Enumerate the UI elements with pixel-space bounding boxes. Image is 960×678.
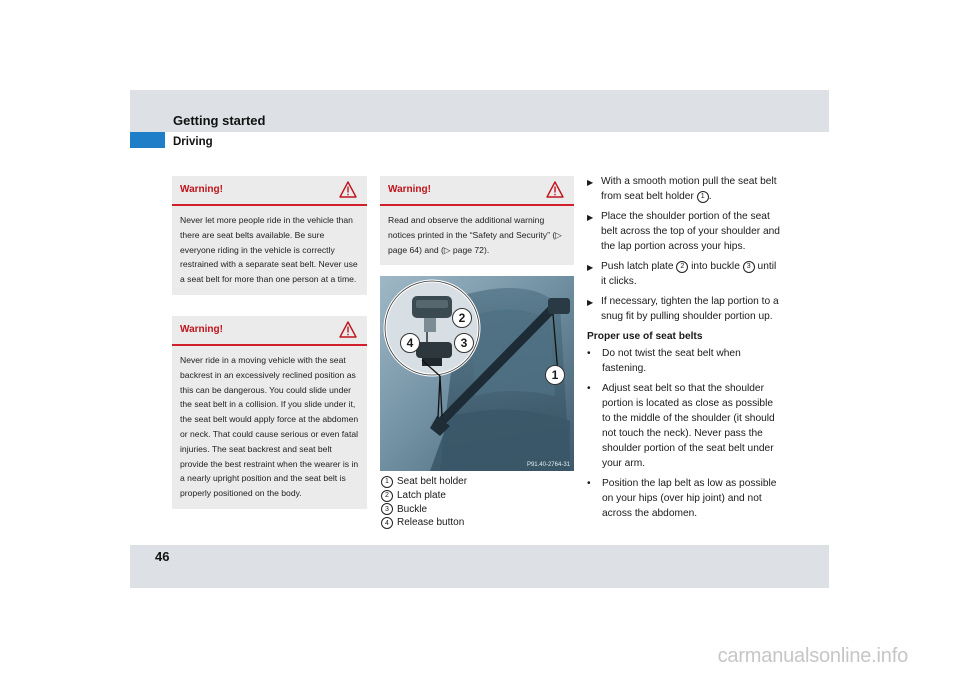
- step-text: If necessary, tighten the lap portion to a snug fit by pulling shoulder portion up.: [601, 296, 779, 322]
- inline-number: 1: [697, 191, 709, 203]
- warning-box-2: [172, 316, 367, 509]
- warning-triangle-icon: [339, 321, 357, 338]
- inline-number: 2: [676, 261, 688, 273]
- bullet-text: Position the lap belt as low as possible on your hips (over hip joint) and not across the abdomen.: [602, 478, 777, 519]
- warning-text: Never ride in a moving vehicle with the seat backrest in an excessively reclined position as this can be dangerous. You could slide under the seat belt in a collision. If you slide under it, the seat belt would apply force at the abdomen or neck. That could cause serious or even fatal injuries. The seat backrest and seat belt provide the best restraint when the wearer is in a nearly upright position and the seat belt is properly positioned on the body.: [180, 355, 359, 499]
- step-arrow-icon: ▶: [587, 213, 594, 222]
- bullet-dot: •: [587, 478, 591, 489]
- instruction-step: [587, 209, 784, 254]
- warning-header: [380, 176, 574, 206]
- step-arrow-icon: ▶: [587, 263, 594, 272]
- legend-number: 4: [381, 517, 393, 529]
- legend-number: 1: [381, 476, 393, 488]
- warning-text: Never let more people ride in the vehicle than there are seat belts available. Be sure everyone riding in the vehicle is correctly restrained with a separate seat belt. Never use a seat belt for more than one person at a time.: [180, 215, 358, 285]
- step-text: With a smooth motion pull the seat belt from seat belt holder: [601, 176, 777, 202]
- page-number: 46: [155, 549, 170, 564]
- callout-1: 1: [545, 365, 565, 385]
- legend-number: 2: [381, 490, 393, 502]
- instruction-step: [587, 259, 784, 289]
- bullet-item: [587, 476, 784, 521]
- step-text-end: until it clicks.: [601, 261, 777, 287]
- legend-label: Seat belt holder: [397, 476, 468, 487]
- instructions-column: [587, 174, 784, 526]
- warning-triangle-icon: [339, 181, 357, 198]
- step-arrow-icon: ▶: [587, 178, 594, 187]
- step-arrow-icon: ▶: [587, 298, 594, 307]
- warning-text: Read and observe the additional warning notices printed in the “Safety and Security” (▷ page 64) and (▷ page 72).: [388, 215, 562, 255]
- photo-legend: [381, 475, 467, 530]
- bullet-item: [587, 346, 784, 376]
- seat-belt-photo: [380, 276, 574, 471]
- legend-item: [381, 516, 467, 530]
- warning-title: Warning!: [388, 184, 431, 195]
- callout-3: 3: [454, 333, 474, 353]
- step-text: Push latch plate: [601, 261, 677, 272]
- section-tab-marker: [130, 132, 165, 148]
- legend-item: [381, 489, 467, 503]
- footer-bar: [130, 545, 829, 588]
- warning-title: Warning!: [180, 324, 223, 335]
- legend-label: Latch plate: [397, 489, 446, 501]
- legend-label: Buckle: [397, 503, 428, 515]
- step-text-end: .: [708, 191, 712, 202]
- bullet-dot: •: [587, 383, 591, 394]
- warning-triangle-icon: [546, 181, 564, 198]
- photo-code: P91.40-2764-31: [526, 462, 570, 468]
- bullet-item: [587, 381, 784, 471]
- bullet-dot: •: [587, 348, 591, 359]
- section-title: Driving: [173, 136, 213, 148]
- warning-box-3: [380, 176, 574, 265]
- inline-number: 3: [743, 261, 755, 273]
- warning-title: Warning!: [180, 184, 223, 195]
- bullet-text: Do not twist the seat belt when fastening.: [602, 348, 741, 374]
- legend-label: Release button: [397, 517, 465, 529]
- warning-header: [172, 176, 367, 206]
- step-text-mid: into buckle: [688, 261, 743, 272]
- bullet-text: Adjust seat belt so that the shoulder portion is located as close as possible to the middle of the shoulder (it should not touch the neck). Never pass the shoulder portion of the seat belt under your arm.: [602, 383, 775, 469]
- callout-4: 4: [400, 333, 420, 353]
- step-text: Place the shoulder portion of the seat belt across the top of your shoulder and the lap portion across your hips.: [601, 211, 780, 252]
- instruction-step: [587, 174, 784, 204]
- subsection-heading: Proper use of seat belts: [587, 331, 703, 342]
- callout-2: 2: [452, 308, 472, 328]
- legend-number: 3: [381, 503, 393, 515]
- legend-item: [381, 503, 467, 517]
- chapter-title: Getting started: [173, 113, 266, 128]
- legend-item: [381, 475, 467, 489]
- warning-header: [172, 316, 367, 346]
- instruction-step: [587, 294, 784, 324]
- warning-box-1: [172, 176, 367, 295]
- watermark: carmanualsonline.info: [717, 645, 908, 667]
